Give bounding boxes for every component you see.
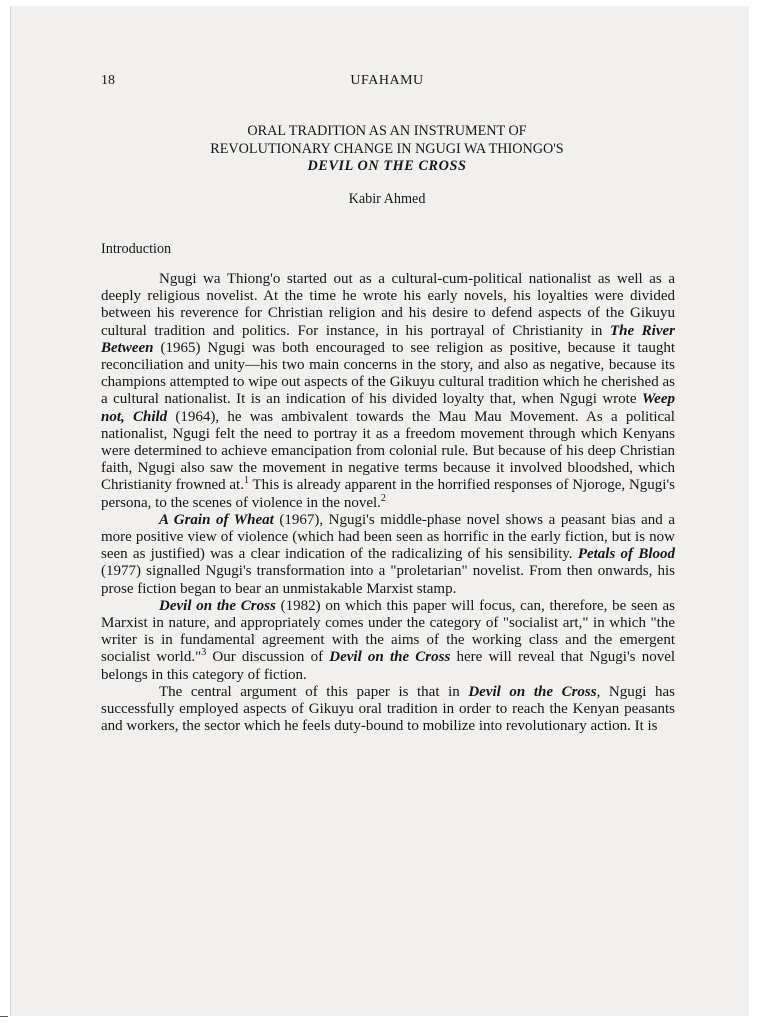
title-line-3: DEVIL ON THE CROSS [307, 158, 467, 174]
book-title: Devil on the Cross [468, 683, 597, 700]
paragraph-1: Ngugi wa Thiong'o started out as a cultural-cum-political nationalist as well as a deeply religious novelist. At the time he wrote his early novels, his loyalties were divided between his reverence for Christian religion and his desire to defend aspects of the Gikuyu cultural tradition and politics. For instance, in his portrayal of Christianity in The River Between (1965) Ngugi was both encouraged to see religion as positive, because it taught reconciliation and unity—his two main concerns in the story, and also as negative, because its champions attempted to wipe out aspects of the Gikuyu cultural tradition which he cherished as a cultural nationalist. It is an indication of his divided loyalty that, when Ngugi wrote Weep not, Child (1964), he was ambivalent towards the Mau Mau Movement. As a political nationalist, Ngugi felt the need to portray it as a freedom movement through which Kenyans were determined to achieve emancipation from colonial rule. But because of his deep Christian faith, Ngugi also saw the movement in negative terms because it involved bloodshed, which Christianity frowned at.$^1$ This is already apparent in the horrified responses of Njoroge, Ngugi's persona, to the scenes of violence in the novel.$^2$ [101, 271, 676, 511]
title-line-1: ORAL TRADITION AS AN INSTRUMENT OF [247, 123, 527, 139]
title-line-2: REVOLUTIONARY CHANGE IN NGUGI WA THIONGO'S [210, 140, 564, 157]
book-page [10, 6, 749, 1016]
book-title: Weep not, Child [101, 391, 675, 425]
book-title: Devil on the Cross [329, 649, 451, 666]
page-number: 18 [101, 73, 115, 88]
footnote-ref: 2 [380, 492, 386, 504]
author-name: Kabir Ahmed [348, 191, 426, 207]
book-title: Petals of Blood [577, 546, 675, 563]
article-body [101, 271, 675, 735]
running-head: UFAHAMU [350, 73, 424, 88]
paragraph-2: A Grain of Wheat (1967), Ngugi's middle-phase novel shows a peasant bias and a more positive view of violence (which had been seen as horrific in the early fiction, but is now seen as justified) was a clear indication of the radicalizing of his sensibility. Petals of Blood (1977) signalled Ngugi's transformation into a "proletarian" novelist. From then onwards, his prose fiction began to bear an unmistakable Marxist stamp. [101, 511, 675, 597]
article-title [101, 123, 673, 176]
book-title: The River Between [101, 322, 675, 356]
section-heading: Introduction [101, 241, 172, 257]
edge-mark [0, 1016, 8, 1017]
book-title: A Grain of Wheat [159, 511, 274, 528]
footnote-ref: 1 [243, 475, 249, 487]
paragraph-4: The central argument of this paper is that in Devil on the Cross, Ngugi has successfully employed aspects of Gikuyu oral tradition in order to reach the Kenyan peasants and workers, the sector which he feels duty-bound to mobilize into revolutionary action. It is [101, 683, 675, 735]
footnote-ref: 3 [201, 647, 207, 659]
book-title: Devil on the Cross [159, 597, 276, 614]
paragraph-3: Devil on the Cross (1982) on which this paper will focus, can, therefore, be seen as Marxist in nature, and appropriately comes under the category of "socialist art," in which "the writer is in fundamental agreement with the aims of the working class and the emergent socialist world."$^3$ Our discussion of Devil on the Cross here will reveal that Ngugi's novel belongs in this category of fiction. [101, 597, 676, 683]
